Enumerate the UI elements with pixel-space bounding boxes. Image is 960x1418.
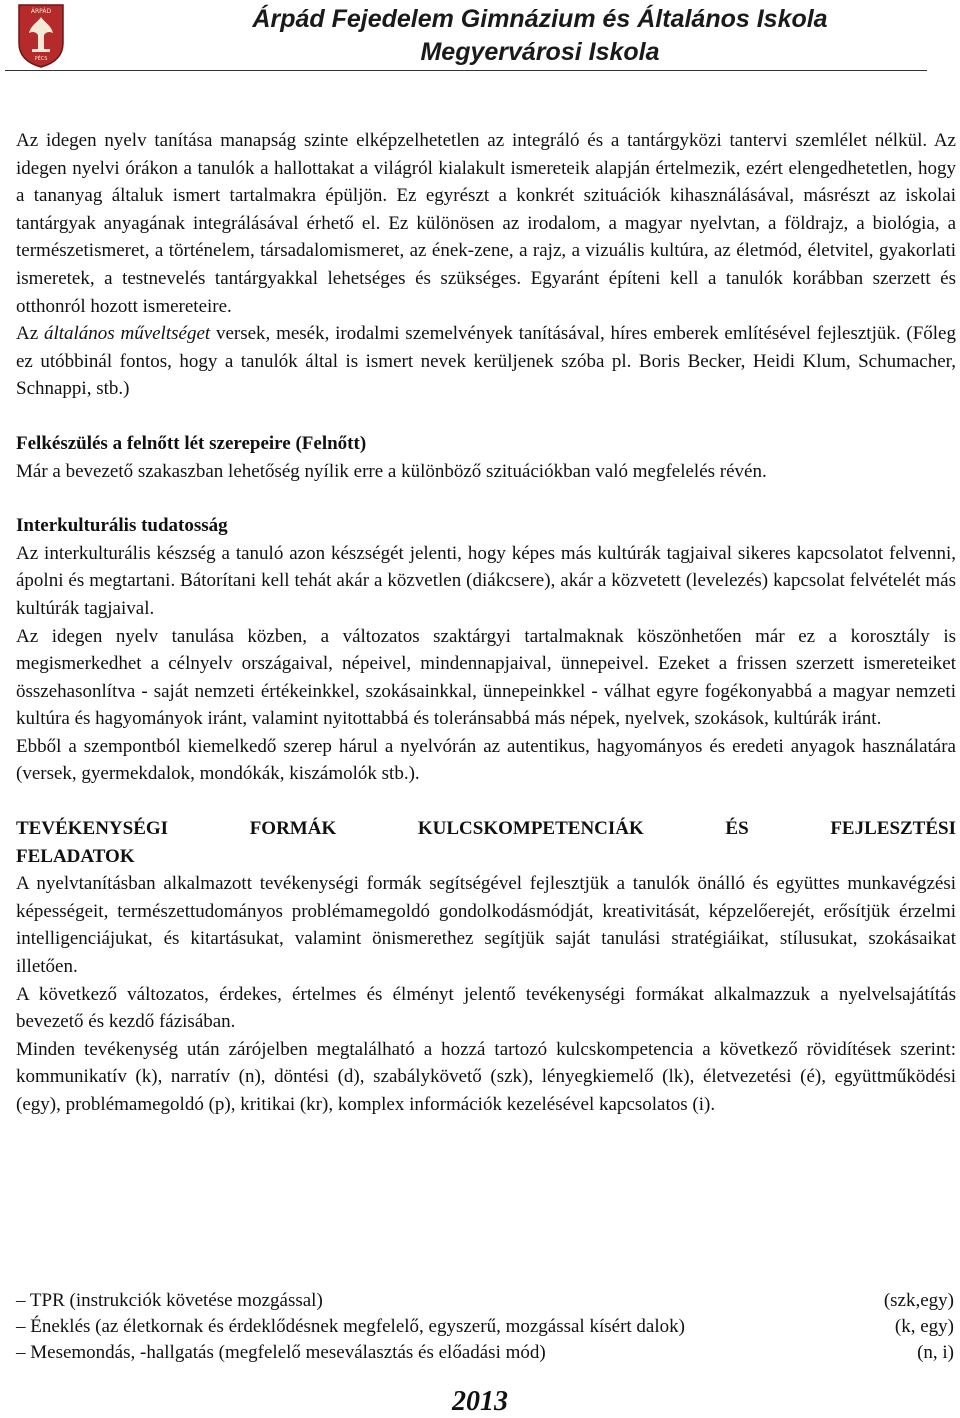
section-heading-activities-line2: FELADATOK <box>16 845 135 867</box>
school-subname: Megyervárosi Iskola <box>420 38 660 66</box>
list-item: – Éneklés (az életkornak és érdeklődésnek megfelelő, egyszerű, mozgással kísért dalok) (k, egy) <box>16 1314 954 1340</box>
activities-paragraph-3: Minden tevékenység után zárójelben megtalálható a hozzá tartozó kulcskompetencia a következő rövidítések szerint: kommunikatív (k), narratív (n), döntési (d), szabálykövető (szk), lényegkiemelő (lk), életvezetési (é), együttműködési (egy), problémamegoldó (p), kritikai (kr), komplex információk kezelésével kapcsolatos (i). <box>16 1038 956 1115</box>
adult-roles-paragraph: Már a bevezető szakaszban lehetőség nyílik erre a különböző szituációkban való megfelelés révén. <box>16 460 767 482</box>
intercultural-paragraph-2: Az idegen nyelv tanulása közben, a változatos szaktárgyi tartalmaknak köszönhetően már ez a korosztály is megismerkedhet a célnyelv országaival, népeivel, mindennapjaival, ünnepeivel. Ezeket a frissen szerzett ismereteiket összehasonlítva - saját nemzeti értékeinkkel, szokásainkkal, ünnepeinkkel - válhat egyre fogékonyabbá a magyar nemzeti kultúra és hagyományok iránt, valamint nyitottabbá és toleránsabbá más népek, nyelvek, szokások, kultúrák iránt. <box>16 625 956 730</box>
svg-text:PÉCS: PÉCS <box>34 56 48 62</box>
intercultural-paragraph-3: Ebből a szempontból kiemelkedő szerep hárul a nyelvórán az autentikus, hagyományos és eredeti anyagok használatára (versek, gyermekdalok, mondókák, kiszámolók stb.). <box>16 735 956 785</box>
school-crest-icon <box>17 3 65 69</box>
list-item: – TPR (instrukciók követése mozgással) (szk,egy) <box>16 1288 954 1314</box>
document-body <box>16 127 956 1119</box>
section-heading-activities-line1: TEVÉKENYSÉGI FORMÁK KULCSKOMPETENCIÁK ÉS FEJLESZTÉSI <box>16 818 956 840</box>
section-heading-adult-roles: Felkészülés a felnőtt lét szerepeire (Felnőtt) <box>16 432 367 454</box>
general-knowledge-term: általános műveltséget <box>43 323 211 345</box>
competency-tag: (k, egy) <box>894 1316 954 1337</box>
school-name: Árpád Fejedelem Gimnázium és Általános Iskola <box>252 5 828 33</box>
activity-list <box>16 1288 954 1366</box>
intercultural-paragraph-1: Az interkulturális készség a tanuló azon készségét jelenti, hogy képes más kultúrák tagjaival sikeres kapcsolatot felvenni, ápolni és megtartani. Bátorítani kell tehát akár a közvetlen (diákcsere), akár a közvetett (levelezés) kapcsolat felvételét más kultúrák tagjaival. <box>16 542 956 619</box>
svg-text:ÁRPÁD: ÁRPÁD <box>30 8 52 15</box>
intro-paragraph: Az idegen nyelv tanítása manapság szinte elképzelhetetlen az integráló és a tantárgyközi tantervi szemlélet nélkül. Az idegen nyelvi órákon a tanulók a hallottakat a világról kialakult ismereteik alapján értelmezik, ezért elengedhetetlen, hogy a tananyag általuk ismert tartalmakra épüljön. Ez egyrészt a konkrét szituációk kihasználásával, másrészt az iskolai tantárgyak anyagának integrálásával érhető el. Ez különösen az irodalom, a magyar nyelvtan, a földrajz, a biológia, a természetismeret, a történelem, társadalomismeret, az ének-zene, a rajz, a vizuális kultúra, az életmód, életvitel, gyakorlati ismeretek, a testnevelés tantárgyakkal lehetséges és szükséges. Egyaránt építeni kell a tanulók korábban szerzett és otthonról hozott ismereteire. <box>16 130 956 317</box>
activities-paragraph-1: A nyelvtanításban alkalmazott tevékenységi formák segítségével fejlesztjük a tanulók önálló és együttes munkavégzési képességeit, természettudományos problémamegoldó gondolkodásmódját, kreativitását, képzelőerejét, erősítjük érzelmi intelligenciájukat, és kitartásukat, valamint önismerethez segítjük saját tanulási stratégiáikat, stílusukat, szokásaikat illetően. <box>16 873 956 978</box>
general-knowledge-paragraph: Az általános műveltséget versek, mesék, irodalmi szemelvények tanításával, híres emberek említésével fejlesztjük. (Főleg ez utóbbinál fontos, hogy a tanulók által is ismert nevek kerüljenek szóba pl. Boris Becker, Heidi Klum, Schumacher, Schnappi, stb.) <box>16 323 956 400</box>
activities-paragraph-2: A következő változatos, érdekes, értelmes és élményt jelentő tevékenységi formákat alkalmazzuk a nyelvelsajátítás bevezető és kezdő fázisában. <box>16 983 956 1033</box>
competency-tag: (szk,egy) <box>883 1290 954 1311</box>
competency-tag: (n, i) <box>917 1342 954 1363</box>
page-header <box>0 0 960 74</box>
section-heading-intercultural: Interkulturális tudatosság <box>16 515 228 537</box>
list-item: – Mesemondás, -hallgatás (megfelelő meseválasztás és előadási mód) (n, i) <box>16 1340 954 1366</box>
footer-year: 2013 <box>452 1386 508 1417</box>
header-divider <box>5 70 927 71</box>
